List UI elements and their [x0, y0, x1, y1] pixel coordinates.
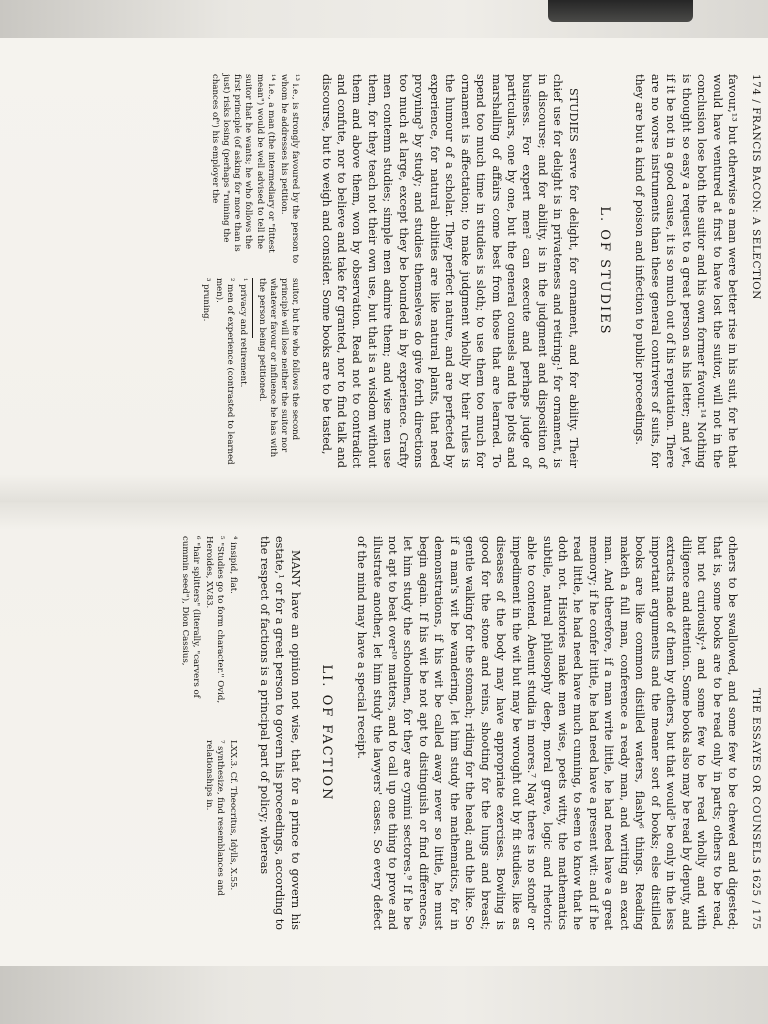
right-page: [0, 502, 768, 966]
studies-continued-paragraph: others to be swallowed, and some few to be chewed and digested; that is, some books are to be read only in parts; others to be read, but not curiously;⁴ and some few to be read wholly and with diligence and attention. Some books also may be read by deputy, and extracts made of them by others, but that would⁵ be only in the less important arguments and the meaner sort of books; else distilled books are like common distilled waters, flashy⁶ things. Reading maketh a full man, conference a ready man, and writing an exact man. And therefore, if a man write little, he had need have a great memory; if he confer little, he had need have a present wit: and if he read little, he had need have much cunning, to seem to know that he doth not. Histories make men wise, poets witty, the mathematics subtile, natural philosophy deep, moral grave, logic and rhetoric able to contend. Abeunt studia in mores.⁷ Nay there is no stond⁸ or impediment in the wit but may be wrought out by fit studies, like as diseases of the body may have appropriate exercises. Bowling is good for the stone and reins, shooting for the lungs and breast; gentle walking for the stomach; riding for the head; and the like. So if a man's wit be wandering, let him study the mathematics, for in demonstrations, if his wit be called away never so little, he must begin again. If his wit be not apt to distinguish or find differences, let him study the schoolmen, for they are cymini sectores.⁹ If he be not apt to beat over¹⁰ matters, and to call up one thing to prove and illustrate another, let him study the lawyers' cases. So every defect of the mind may have a special receipt.: [355, 536, 739, 930]
faction-section-title: LI. OF FACTION: [318, 664, 334, 802]
right-footnotes-col-2: [176, 740, 238, 930]
book-spread: [0, 38, 768, 966]
left-footnotes: [198, 74, 300, 468]
left-footnotes-col-2: [198, 278, 300, 468]
footnote: LXX.3. Cf. Theocritus, Idylls, X.55.: [228, 740, 239, 891]
footnote: ⁷ synthesize, find resemblances and relationships in.: [203, 740, 226, 896]
left-footnotes-col-1: [198, 74, 300, 264]
faction-paragraph: MANY have an opinion not wise, that for a prince to govern his estate,¹ or for a great person to govern his proceedings, according to the respect of factions is a principal part of policy; whereas: [257, 536, 302, 930]
right-footnotes: [176, 536, 238, 930]
right-footnotes-col-1: [176, 536, 238, 726]
left-page: [0, 38, 768, 502]
footnote: ⁴ insipid, flat.: [228, 536, 239, 594]
intro-paragraph: favour,¹³ but otherwise a man were better rise in his suit, for he that would have ventured at first to have lost the suitor, will not in the conclusion lose both the suitor and his own former favour.¹⁴ Nothing is thought so easy a request to a great person as his letter; and yet, if it be not in a good cause, it is so much out of his reputation. There are no worse instruments than these general contrivers of suits, for they are but a kind of poison and infection to public proceedings.: [633, 74, 739, 468]
footnote: ¹ privacy and retirement.: [238, 278, 249, 388]
left-running-head: 174 / FRANCIS BACON: A SELECTION: [750, 74, 762, 300]
right-running-head: THE ESSAYES OR COUNSELS 1625 / 175: [750, 687, 762, 930]
studies-section-title: L. OF STUDIES: [596, 206, 612, 336]
footnote: ⁶ "hair splitters" (literally, "carvers of cummin seed"), Dion Cassius,: [179, 536, 201, 698]
scanner-lid: [548, 0, 693, 22]
footnote: ¹⁴ i.e., a man (the intermediary or "fittest mean") would be well advised to tell the suitor that he wants; he who follows the first principle (of asking for more than is just) risks losing (perhaps "ruining the chances of") his employer the: [209, 74, 276, 253]
footnote-divider: [252, 278, 253, 338]
footnote: ¹³ i.e., is strongly favoured by the person to whom he addresses his petition.: [278, 74, 301, 264]
footnote: ³ pruning.: [200, 278, 211, 322]
studies-paragraph: STUDIES serve for delight, for ornament, and for ability. Their chief use for delight is in privateness and retiring;¹ for ornament, is in discourse; and for ability, is in the judgment and disposition of business. For expert men² can execute and perhaps judge of particulars, one by one, but the general counsels and the plots and marshalling of affairs come best from those that are learned. To spend too much time in studies is sloth; to use them too much for ornament is affectation; to make judgment wholly by their rules is the humour of a scholar. They perfect nature, and are perfected by experience, for natural abilities are like natural plants, that need proyning³ by study; and studies themselves do give forth directions too much at large, except they be bounded in by experience. Crafty men contemn studies; simple men admire them; and wise men use them, for they teach not their own use, but that is a wisdom without them and above them, won by observation. Read not to contradict and confute, nor to believe and take for granted, nor to find talk and discourse, but to weigh and consider. Some books are to be tasted,: [319, 74, 580, 468]
footnote: ⁵ "Studies go to form character." Ovid, Heroides, XV.83.: [203, 536, 226, 704]
footnote: ² men of experience (contrasted to learned men).: [214, 278, 236, 465]
footnote: suitor, but he who follows the second principle will lose neither the suitor nor whatever favour or influence he has with the person being petitioned.: [256, 278, 301, 458]
